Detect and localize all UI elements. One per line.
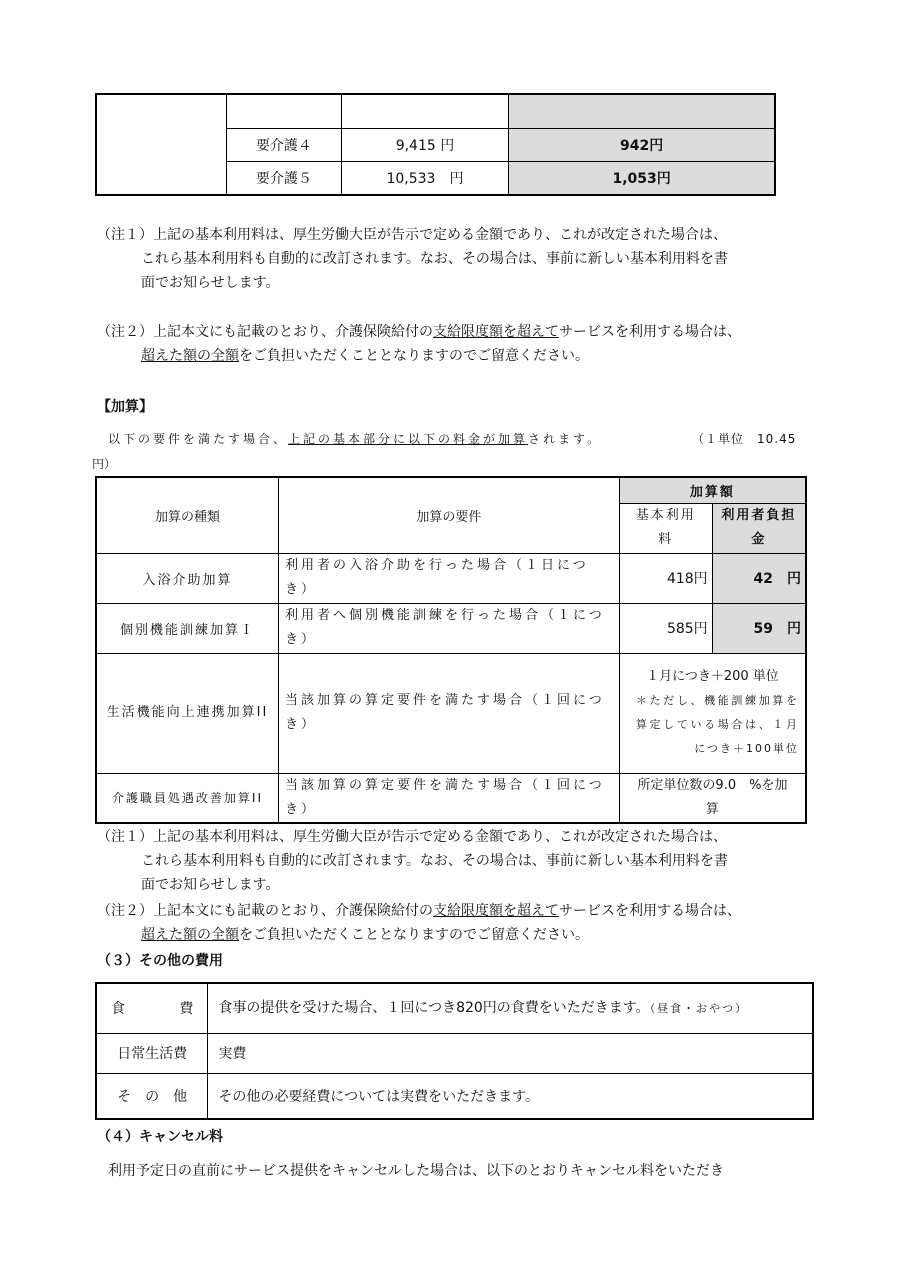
other-fees-table [95, 982, 814, 1120]
care-level-cell [227, 94, 342, 128]
fee-text-cell [208, 983, 813, 1033]
kasan-type-cell: 入浴介助加算 [96, 553, 278, 603]
amount-note: ＊ただし、機能訓練加算を算定している場合は、１月につき＋100単位 [635, 694, 799, 755]
kasan-table [95, 476, 807, 824]
note-2 [97, 320, 827, 368]
kasan-requirement-cell: 利用者の入浴介助を行った場合（１日につき） [278, 553, 619, 603]
fee-label-cell: そ の 他 [96, 1073, 208, 1119]
note-underlined: 支給限度額を超えて [433, 324, 559, 340]
user-fee-cell: 1,053円 [509, 161, 775, 195]
user-fee-cell: 942円 [509, 128, 775, 161]
kasan-amount-cell [619, 653, 806, 773]
intro-text: 以下の要件を満たす場合、 [108, 432, 289, 446]
unit-note-cont: 円） [92, 457, 117, 471]
intro-underlined: 上記の基本部分に以下の料金が加算 [288, 432, 529, 446]
header-type: 加算の種類 [96, 477, 278, 553]
note-text: （注２）上記本文にも記載のとおり、介護保険給付の [97, 903, 433, 919]
note-text: これら基本利用料も自動的に改訂されます。なお、その場合は、事前に新しい基本利用料を書 [141, 251, 728, 267]
kasan-user-cell: 42 円 [712, 553, 806, 603]
note-text: サービスを利用する場合は、 [559, 324, 741, 340]
intro-text: されます。 [528, 432, 603, 446]
header-user-fee: 利用者負担金 [712, 503, 806, 553]
fee-text: 食事の提供を受けた場合、１回につき820円の食費をいただきます。 [218, 999, 650, 1016]
top-fee-table [95, 93, 776, 196]
note-text: 面でお知らせします。 [141, 877, 280, 893]
note-text: （注２）上記本文にも記載のとおり、介護保険給付の [97, 324, 433, 340]
kasan-requirement-cell: 当該加算の算定要件を満たす場合（１回につき） [278, 773, 619, 823]
kasan-intro [108, 430, 602, 447]
note-text: 面でお知らせします。 [141, 275, 280, 291]
header-amount: 加算額 [619, 477, 806, 503]
kasan-requirement-cell: 利用者へ個別機能訓練を行った場合（１につき） [278, 603, 619, 653]
care-level-cell: 要介護５ [227, 161, 342, 195]
header-requirement: 加算の要件 [278, 477, 619, 553]
care-level-cell: 要介護４ [227, 128, 342, 161]
blank-cell [96, 94, 227, 195]
base-fee-cell: 10,533 円 [341, 161, 509, 195]
fee-text-cell: 実費 [208, 1033, 813, 1073]
cancel-heading: （４）キャンセル料 [97, 1129, 223, 1145]
header-base-fee: 基本利用料 [619, 503, 712, 553]
note-text: をご負担いただくこととなりますのでご留意ください。 [239, 348, 589, 364]
amount-line: １月につき＋200 単位 [646, 669, 779, 684]
kasan-requirement-cell: 当該加算の算定要件を満たす場合（１回につき） [278, 653, 619, 773]
fee-text-cell: その他の必要経費については実費をいただきます。 [208, 1073, 813, 1119]
user-fee-cell [509, 94, 775, 128]
kasan-base-cell: 585円 [619, 603, 712, 653]
note-1 [97, 223, 827, 295]
cancel-text: 利用予定日の直前にサービス提供をキャンセルした場合は、以下のとおりキャンセル料をいただき [108, 1163, 724, 1179]
base-fee-cell: 9,415 円 [341, 128, 509, 161]
kasan-user-cell: 59 円 [712, 603, 806, 653]
note-text: （注１）上記の基本利用料は、厚生労働大臣が告示で定める金額であり、これが改定された場合は、 [97, 227, 727, 243]
kasan-heading: 【加算】 [97, 399, 153, 415]
note-1-repeat [97, 825, 827, 897]
fee-label-cell: 食 費 [96, 983, 208, 1033]
unit-note: （１単位 10.45 [692, 432, 797, 446]
kasan-base-cell: 418円 [619, 553, 712, 603]
fee-small-note: （昼食・おやつ） [649, 1001, 749, 1015]
note-text: （注１）上記の基本利用料は、厚生労働大臣が告示で定める金額であり、これが改定された場合は、 [97, 829, 727, 845]
note-text: これら基本利用料も自動的に改訂されます。なお、その場合は、事前に新しい基本利用料を書 [141, 853, 728, 869]
other-fees-heading: （３）その他の費用 [97, 953, 223, 969]
fee-label-cell: 日常生活費 [96, 1033, 208, 1073]
base-fee-cell [341, 94, 509, 128]
kasan-type-cell: 個別機能訓練加算Ｉ [96, 603, 278, 653]
kasan-type-cell: 介護職員処遇改善加算II [96, 773, 278, 823]
note-underlined: 超えた額の全額 [141, 348, 239, 364]
note-text: をご負担いただくこととなりますのでご留意ください。 [239, 927, 589, 943]
note-text: サービスを利用する場合は、 [559, 903, 741, 919]
kasan-type-cell: 生活機能向上連携加算II [96, 653, 278, 773]
note-underlined: 支給限度額を超えて [433, 903, 559, 919]
note-2-repeat [97, 899, 827, 947]
kasan-amount-cell: 所定単位数の9.0 %を加算 [619, 773, 806, 823]
note-underlined: 超えた額の全額 [141, 927, 239, 943]
